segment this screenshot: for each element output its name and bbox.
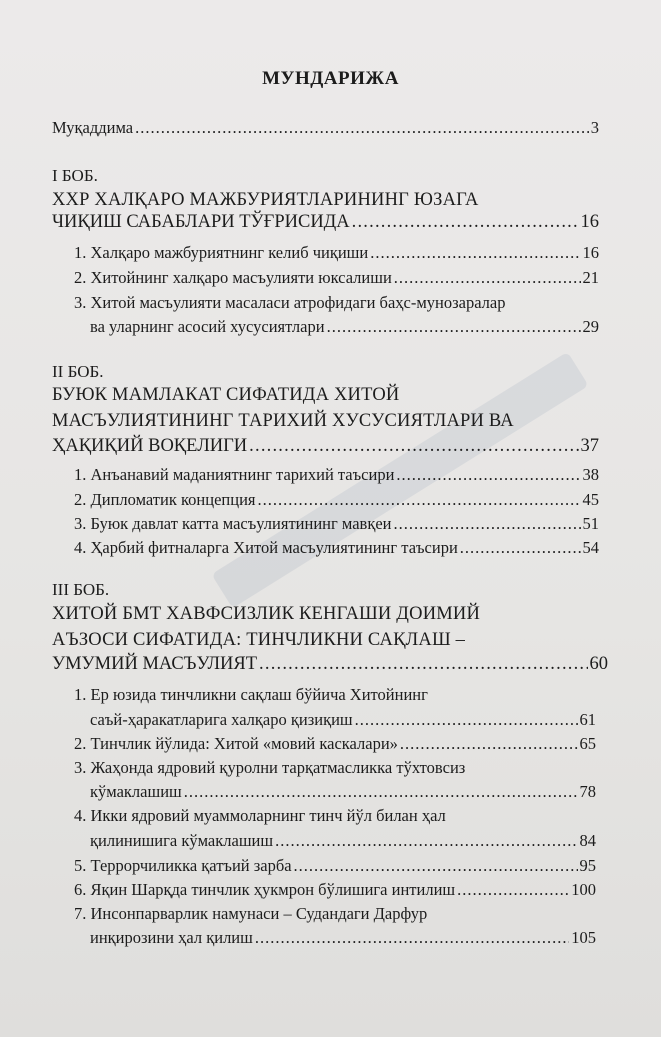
toc-entry-chapter-3[interactable] [52,654,608,675]
page-number: 60 [589,654,608,674]
page-number: 51 [582,514,599,533]
toc-entry-1-2[interactable] [74,268,599,288]
page-number: 37 [580,436,599,456]
toc-entry-intro[interactable] [52,118,599,138]
leader-dots [257,490,580,510]
page-number: 3 [590,118,599,137]
leader-dots [184,782,578,802]
page-number: 100 [571,880,596,899]
entry-label: 4. Ҳарбий фитналарга Хитой масъулиятининг таъсири [74,538,458,557]
toc-entry-3-4[interactable] [90,831,596,851]
toc-entry-1-1[interactable] [74,243,599,263]
entry-label: ҲАҚИҚИЙ ВОҚЕЛИГИ [52,436,248,456]
toc-entry-3-7-line[interactable]: 7. Инсонпарварлик намунаси – Судандаги Дарфур [74,904,428,923]
leader-dots [275,831,577,851]
entry-label: ва уларнинг асосий хусусиятлари [90,317,325,336]
page-number: 65 [579,734,596,753]
toc-entry-3-6[interactable] [74,880,596,900]
chapter-3-title-line: ХИТОЙ БМТ ХАВФСИЗЛИК КЕНГАШИ ДОИМИЙ [52,604,481,624]
page-number: 61 [579,710,596,729]
toc-entry-1-3-line[interactable]: 3. Хитой масъулияти масаласи атрофидаги баҳс-мунозаралар [74,293,506,312]
toc-entry-3-1[interactable] [90,710,596,730]
chapter-2-label: II БОБ. [52,362,104,381]
leader-dots [352,212,579,233]
page-number: 21 [582,268,599,287]
toc-entry-3-4-line[interactable]: 4. Икки ядровий муаммоларнинг тинч йўл билан ҳал [74,806,446,825]
entry-label: 2. Тинчлик йўлида: Хитой «мовий каскалари» [74,734,398,753]
toc-entry-3-5[interactable] [74,856,596,876]
chapter-3-title-line: АЪЗОСИ СИФАТИДА: ТИНЧЛИКНИ САҚЛАШ – [52,630,466,650]
leader-dots [355,710,578,730]
entry-label: 2. Хитойнинг халқаро масъулияти юксалиши [74,268,392,287]
leader-dots [394,268,581,288]
page-number: 45 [582,490,599,509]
page-number: 54 [582,538,599,557]
entry-label: 1. Халқаро мажбуриятнинг келиб чиқиши [74,243,369,262]
leader-dots [396,465,580,485]
toc-entry-2-4[interactable] [74,538,599,558]
leader-dots [457,880,569,900]
leader-dots [370,243,580,263]
leader-dots [394,514,581,534]
toc-entry-3-7[interactable] [90,928,596,948]
entry-label: 1. Анъанавий маданиятнинг тарихий таъсири [74,465,395,484]
entry-label: 3. Буюк давлат катта масъулиятининг мавқеи [74,514,392,533]
leader-dots [135,118,589,138]
leader-dots [255,928,569,948]
toc-entry-3-1-line[interactable]: 1. Ер юзида тинчликни сақлаш бўйича Хитойнинг [74,685,428,704]
toc-entry-chapter-2[interactable] [52,436,599,457]
chapter-2-title-line: МАСЪУЛИЯТИНИНГ ТАРИХИЙ ХУСУСИЯТЛАРИ ВА [52,411,514,431]
toc-entry-3-3[interactable] [90,782,596,802]
toc-entry-2-2[interactable] [74,490,599,510]
leader-dots [259,654,587,675]
leader-dots [249,436,578,457]
entry-label: 6. Яқин Шарқда тинчлик ҳукмрон бўлишига интилиш [74,880,456,899]
toc-title: МУНДАРИЖА [262,68,399,89]
page-number: 29 [582,317,599,336]
page-number: 84 [579,831,596,850]
entry-label: 5. Террорчиликка қатъий зарба [74,856,292,875]
leader-dots [400,734,578,754]
toc-entry-3-2[interactable] [74,734,596,754]
toc-entry-2-1[interactable] [74,465,599,485]
page-number: 38 [582,465,599,484]
page-number: 95 [579,856,596,875]
entry-label: қилинишига кўмаклашиш [90,831,274,850]
entry-label: кўмаклашиш [90,782,182,801]
toc-entry-2-3[interactable] [74,514,599,534]
page-number: 16 [582,243,599,262]
toc-entry-chapter-1[interactable] [52,212,599,233]
entry-label: ЧИҚИШ САБАБЛАРИ ТЎҒРИСИДА [52,212,350,232]
toc-entry-1-3[interactable] [90,317,599,337]
entry-label: Муқаддима [52,118,134,137]
leader-dots [460,538,581,558]
page-number: 78 [579,782,596,801]
chapter-3-label: III БОБ. [52,580,110,599]
page-number: 16 [580,212,599,232]
entry-label: 2. Дипломатик концепция [74,490,256,509]
chapter-2-title-line: БУЮК МАМЛАКАТ СИФАТИДА ХИТОЙ [52,385,400,405]
chapter-1-title-line: ХХР ХАЛҚАРО МАЖБУРИЯТЛАРИНИНГ ЮЗАГА [52,190,479,210]
entry-label: УМУМИЙ МАСЪУЛИЯТ [52,654,258,674]
entry-label: инқирозини ҳал қилиш [90,928,253,947]
chapter-1-label: I БОБ. [52,166,98,185]
leader-dots [294,856,578,876]
leader-dots [327,317,581,337]
entry-label: саъй-ҳаракатларига халқаро қизиқиш [90,710,353,729]
toc-entry-3-3-line[interactable]: 3. Жаҳонда ядровий қуролни тарқатмасликка тўхтовсиз [74,758,466,777]
page-number: 105 [571,928,596,947]
